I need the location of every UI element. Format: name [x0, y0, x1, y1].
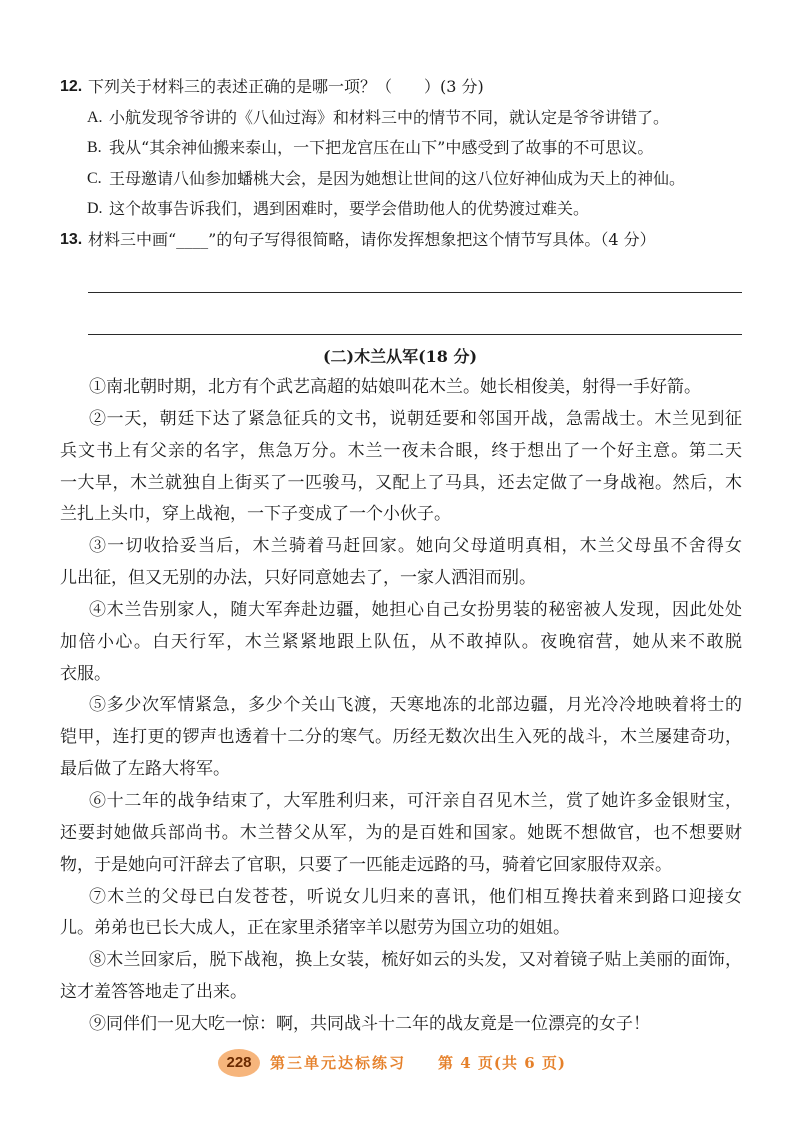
option-d: [60, 194, 742, 225]
question-text: 材料三中画“____”的句子写得很简略，请你发挥想象把这个情节写具体。（4 分）: [88, 229, 656, 249]
answer-line-2[interactable]: [88, 334, 742, 335]
option-letter: D.: [87, 200, 103, 218]
question-number: 12.: [60, 78, 83, 95]
passage-line: 兰扎上头巾，穿上战袍，一下子变成了一个小伙子。: [60, 504, 451, 525]
passage-line: 一大早，木兰就独自上街买了一匹骏马，又配上了马具，还去定做了一身战袍。然后，木: [60, 472, 742, 493]
passage-line: ⑤多少次军情紧急，多少个关山飞渡，天寒地冻的北部边疆，月光冷冷地映着将士的: [89, 695, 742, 716]
passage: [60, 372, 742, 1041]
section-title: (二)木兰从军(18 分): [322, 347, 478, 366]
option-a: [60, 103, 742, 134]
passage-line: ⑨同伴们一见大吃一惊：啊，共同战斗十二年的战友竟是一位漂亮的女子！: [89, 1013, 650, 1034]
passage-line: 加倍小心。白天行军，木兰紧紧地跟上队伍，从不敢掉队。夜晚宿营，她从来不敢脱: [60, 631, 742, 652]
passage-line: ②一天，朝廷下达了紧急征兵的文书，说朝廷要和邻国开战，急需战士。木兰见到征: [89, 408, 742, 429]
passage-line: ⑥十二年的战争结束了，大军胜利归来，可汗亲自召见木兰，赏了她许多金银财宝，: [89, 790, 742, 811]
option-text: 小航发现爷爷讲的《八仙过海》和材料三中的情节不同，就认定是爷爷讲错了。: [109, 107, 670, 127]
question-text: 下列关于材料三的表述正确的是哪一项？（ ）(3 分): [88, 77, 484, 96]
question-number: 13.: [60, 230, 83, 248]
option-letter: B.: [87, 139, 102, 157]
option-text: 王母邀请八仙参加蟠桃大会，是因为她想让世间的这八位好神仙成为天上的神仙。: [109, 168, 686, 188]
answer-line-1[interactable]: [88, 292, 742, 293]
option-letter: A.: [87, 108, 103, 126]
footer-page-info: 第 4 页(共 6 页): [438, 1054, 566, 1072]
footer-unit-title: 第三单元达标练习: [270, 1054, 407, 1072]
passage-line: ⑦木兰的父母已白发苍苍，听说女儿归来的喜讯，他们相互搀扶着来到路口迎接女: [89, 886, 742, 907]
option-letter: C.: [87, 169, 102, 187]
passage-line: 还要封她做兵部尚书。木兰替父从军，为的是百姓和国家。她既不想做官，也不想要财: [60, 822, 742, 843]
passage-line: ③一切收拾妥当后，木兰骑着马赶回家。她向父母道明真相，木兰父母虽不舍得女: [89, 536, 742, 557]
passage-line: 衣服。: [60, 663, 111, 684]
passage-line: 铠甲，连打更的锣声也透着十二分的寒气。历经无数次出生入死的战斗，木兰屡建奇功，: [60, 727, 742, 748]
passage-line: 这才羞答答地走了出来。: [60, 982, 247, 1003]
passage-line: ①南北朝时期，北方有个武艺高超的姑娘叫花木兰。她长相俊美，射得一手好箭。: [89, 377, 701, 397]
option-c: [60, 164, 742, 195]
option-text: 我从“其余神仙搬来泰山，一下把龙宫压在山下”中感受到了故事的不可思议。: [109, 138, 654, 158]
question-13: [60, 225, 742, 256]
passage-line: 儿出征，但又无别的办法，只好同意她去了，一家人洒泪而别。: [60, 568, 536, 589]
option-text: 这个故事告诉我们，遇到困难时，要学会借助他人的优势渡过难关。: [109, 199, 590, 219]
passage-line: ⑧木兰回家后，脱下战袍，换上女装，梳好如云的头发，又对着镜子贴上美丽的面饰，: [89, 950, 742, 971]
passage-line: 最后做了左路大将军。: [60, 759, 230, 780]
option-b: [60, 133, 742, 164]
passage-line: 儿。弟弟也已长大成人，正在家里杀猪宰羊以慰劳为国立功的姐姐。: [60, 918, 570, 939]
page-number-badge: 228: [218, 1049, 260, 1077]
passage-line: 兵文书上有父亲的名字，焦急万分。木兰一夜未合眼，终于想出了一个好主意。第二天: [60, 440, 742, 461]
question-12: [60, 72, 742, 103]
passage-line: 物，于是她向可汗辞去了官职，只要了一匹能走远路的马，骑着它回家服侍双亲。: [60, 854, 672, 875]
passage-line: ④木兰告别家人，随大军奔赴边疆，她担心自己女扮男装的秘密被人发现，因此处处: [89, 599, 742, 620]
questions-block: [60, 72, 742, 256]
